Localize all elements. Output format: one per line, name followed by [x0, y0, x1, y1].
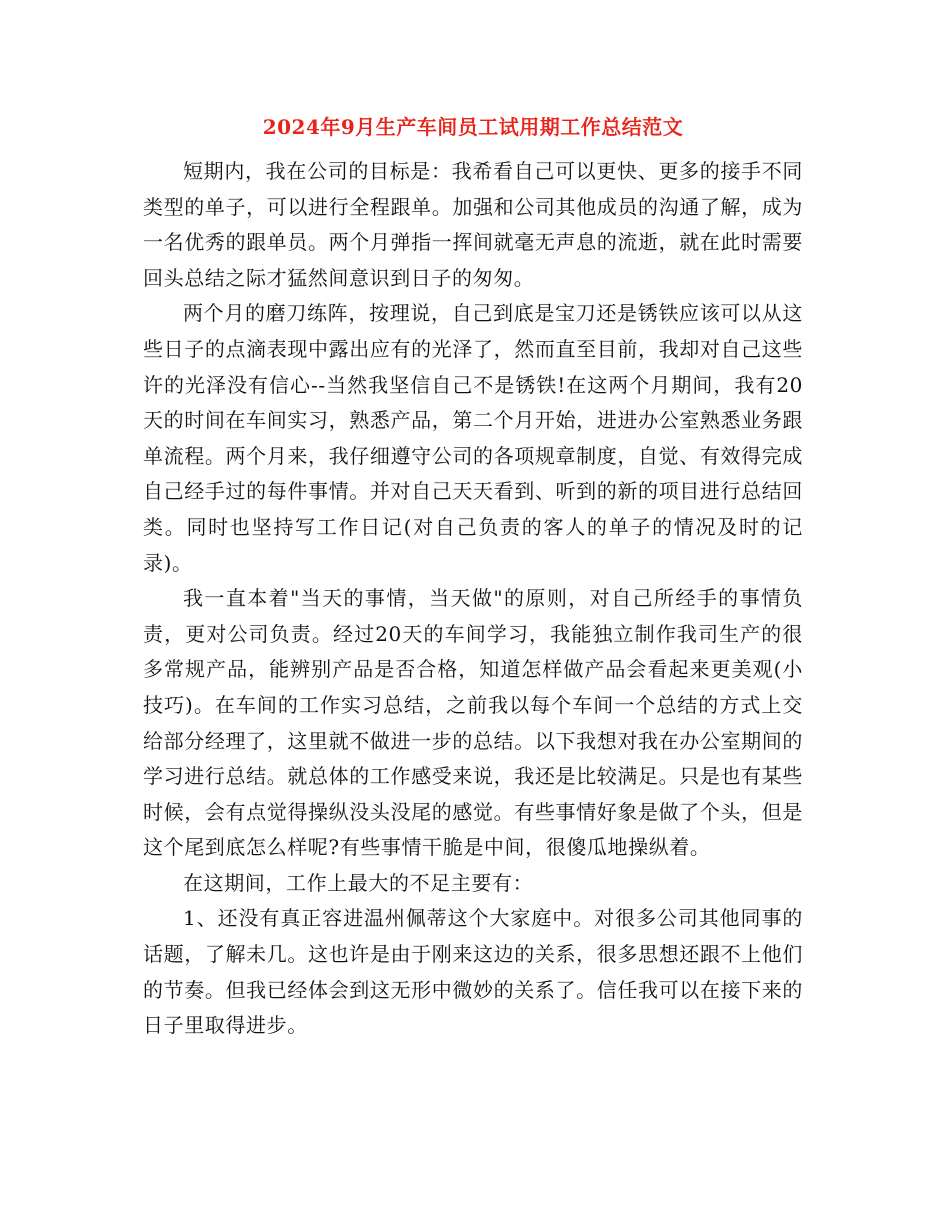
document-title: 2024年9月生产车间员工试用期工作总结范文 — [262, 115, 684, 139]
paragraph-3: 我一直本着"当天的事情，当天做"的原则，对自己所经手的事情负责，更对公司负责。经过20天的车间学习，我能独立制作我司生产的很多常规产品，能辨别产品是否合格，知道怎样做产品会看起来更美观(小技巧)。在车间的工作实习总结，之前我以每个车间一个总结的方式上交给部分经理了，这里就不做进一步的总结。以下我想对我在办公室期间的学习进行总结。就总体的工作感受来说，我还是比较满足。只是也有某些时候，会有点觉得操纵没头没尾的感觉。有些事情好象是做了个头，但是这个尾到底怎么样呢?有些事情干脆是中间，很傻瓜地操纵着。 — [143, 586, 803, 860]
paragraph-1: 短期内，我在公司的目标是：我希看自己可以更快、更多的接手不同类型的单子，可以进行全程跟单。加强和公司其他成员的沟通了解，成为一名优秀的跟单员。两个月弹指一挥间就毫无声息的流逝，就在此时需要回头总结之际才猛然间意识到日子的匆匆。 — [143, 159, 803, 290]
paragraph-5: 1、还没有真正容进温州佩蒂这个大家庭中。对很多公司其他同事的话题，了解未几。这也许是由于刚来这边的关系，很多思想还跟不上他们的节奏。但我已经体会到这无形中微妙的关系了。信任我可以在接下来的日子里取得进步。 — [143, 906, 803, 1038]
paragraph-2: 两个月的磨刀练阵，按理说，自己到底是宝刀还是锈铁应该可以从这些日子的点滴表现中露出应有的光泽了，然而直至目前，我却对自己这些许的光泽没有信心--当然我坚信自己不是锈铁!在这两个月期间，我有20天的时间在车间实习，熟悉产品，第二个月开始，进进办公室熟悉业务跟单流程。两个月来，我仔细遵守公司的各项规章制度，自觉、有效得完成自己经手过的每件事情。并对自己天天看到、听到的新的项目进行总结回类。同时也坚持写工作日记(对自己负责的客人的单子的情况及时的记录)。 — [143, 301, 803, 575]
document-page — [143, 110, 803, 1044]
paragraph-4: 在这期间，工作上最大的不足主要有： — [183, 870, 534, 895]
